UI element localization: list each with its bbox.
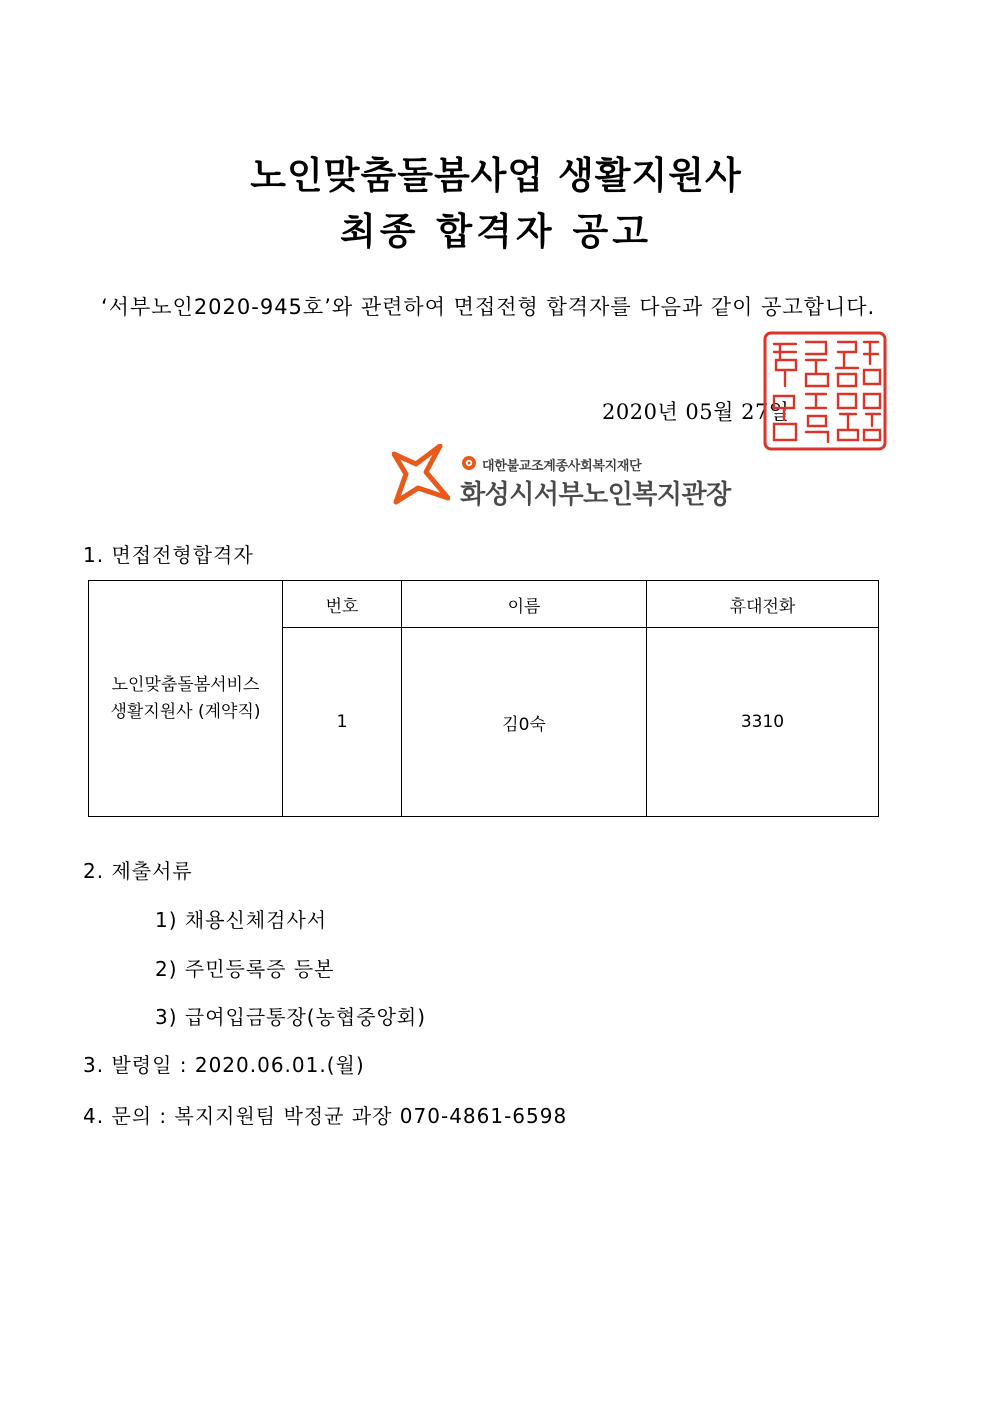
row-phone: 3310 [647,628,879,817]
category-line1: 노인맞춤돌봄서비스 [111,674,260,695]
document-title-line2: 최종 합격자 공고 [340,210,652,253]
document-item-1: 1) 채용신체검사서 [155,908,328,932]
row-name: 김0숙 [402,628,647,817]
official-seal-stamp [762,330,888,452]
appointment-date-line: 3. 발령일 : 2020.06.01.(월) [83,1053,365,1077]
table-header-row [89,581,879,628]
section-heading-passers: 1. 면접전형합격자 [83,543,254,567]
foundation-logo-icon [392,444,450,506]
welfare-center-name: 화성시서부노인복지관장 [460,480,731,510]
category-line2: 생활지원사 (계약직) [110,701,261,722]
header-name: 이름 [402,581,647,628]
header-phone: 휴대전화 [647,581,879,628]
foundation-name: 대한불교조계종사회복지재단 [482,459,642,474]
document-title-line1: 노인맞춤돌봄사업 생활지원사 [250,154,742,197]
dharma-wheel-icon [461,455,477,471]
row-number: 1 [283,628,402,817]
inquiry-contact-line: 4. 문의 : 복지지원팀 박정균 과장 070-4861-6598 [83,1104,568,1128]
intro-paragraph: ‘서부노인2020-945호’와 관련하여 면접전형 합격자를 다음과 같이 공고합니다. [101,295,876,319]
document-item-3: 3) 급여입금통장(농협중앙회) [155,1005,427,1029]
table-category-cell [89,581,283,817]
section-heading-documents: 2. 제출서류 [83,859,193,883]
passer-table [88,580,879,817]
document-item-2: 2) 주민등록증 등본 [155,957,335,981]
header-number: 번호 [283,581,402,628]
announcement-date: 2020년 05월 27일 [602,400,790,424]
